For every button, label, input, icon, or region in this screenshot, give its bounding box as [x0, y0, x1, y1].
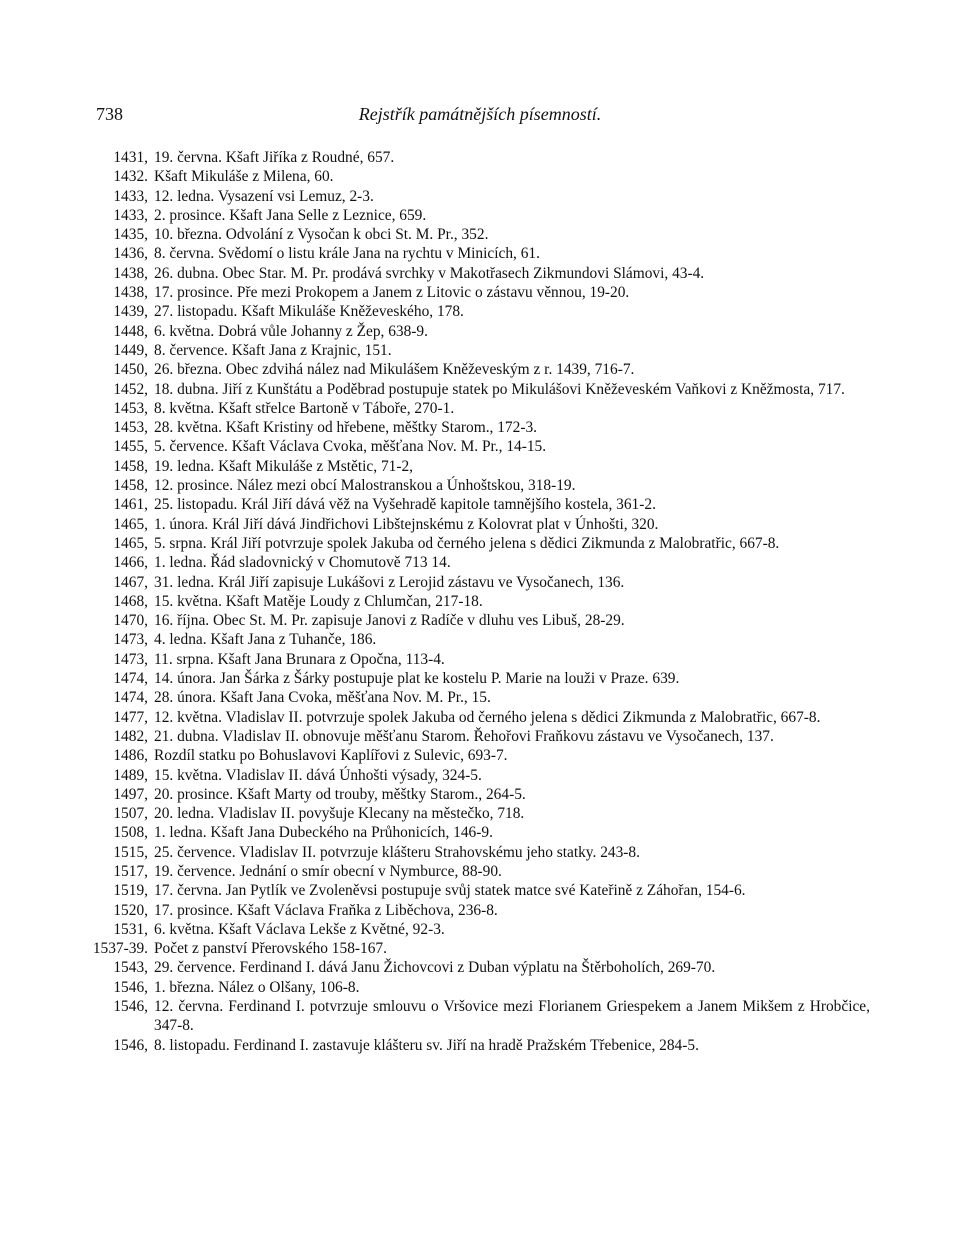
- entry-date: 1452,: [113, 380, 148, 398]
- entry-date: 1467,: [113, 573, 148, 591]
- register-entry: [90, 881, 870, 900]
- entry-text: 2. prosince. Kšaft Jana Selle z Leznice, 659.: [154, 206, 427, 224]
- register-entry: [90, 997, 870, 1036]
- register-entry: [90, 1036, 870, 1055]
- register-entry: [90, 264, 870, 283]
- register-entries: [90, 148, 870, 1055]
- entry-text: 15. května. Kšaft Matěje Loudy z Chlumčan, 217-18.: [154, 592, 483, 610]
- register-entry: [90, 669, 870, 688]
- register-entry: [90, 708, 870, 727]
- entry-text: 20. prosince. Kšaft Marty od trouby, měštky Starom., 264-5.: [154, 785, 526, 803]
- entry-text: 11. srpna. Kšaft Jana Brunara z Opočna, 113-4.: [154, 650, 445, 668]
- entry-date: 1438,: [113, 284, 148, 302]
- entry-date: 1508,: [113, 824, 148, 842]
- register-entry: [90, 341, 870, 360]
- entry-text: 26. března. Obec zdvihá nález nad Mikulášem Kněževeským z r. 1439, 716-7.: [154, 361, 635, 379]
- entry-text: 25. července. Vladislav II. potvrzuje klášteru Strahovskému jeho statky. 243-8.: [154, 843, 640, 861]
- entry-text: Rozdíl statku po Bohuslavovi Kaplířovi z Sulevic, 693-7.: [154, 747, 508, 765]
- entry-text: Počet z panství Přerovského 158-167.: [154, 940, 387, 958]
- entry-text: 17. června. Jan Pytlík ve Zvoleněvsi postupuje svůj statek matce své Kateřině z Záhořan, 154-6.: [154, 882, 746, 900]
- entry-text: Kšaft Mikuláše z Milena, 60.: [154, 168, 334, 186]
- entry-text: 28. února. Kšaft Jana Cvoka, měšťana Nov. M. Pr., 15.: [154, 689, 491, 707]
- register-entry: [90, 360, 870, 379]
- entry-date: 1432.: [113, 168, 148, 186]
- entry-text: 21. dubna. Vladislav II. obnovuje měšťanu Starom. Řehořovi Fraňkovu zástavu ve Vysočanech, 137.: [154, 727, 774, 745]
- entry-date: 1546,: [113, 1036, 148, 1054]
- register-entry: [90, 958, 870, 977]
- entry-text: 1. ledna. Řád sladovnický v Chomutově 713 14.: [154, 554, 451, 572]
- entry-date: 1520,: [113, 901, 148, 919]
- entry-date: 1431,: [113, 149, 148, 166]
- entry-text: 8. listopadu. Ferdinand I. zastavuje klášteru sv. Jiří na hradě Pražském Třebenice, 284-5.: [154, 1036, 699, 1054]
- entry-date: 1439,: [113, 303, 148, 321]
- entry-text: 5. července. Kšaft Václava Cvoka, měšťana Nov. M. Pr., 14-15.: [154, 438, 547, 456]
- entry-date: 1473,: [113, 631, 148, 649]
- entry-text: 6. května. Dobrá vůle Johanny z Žep, 638-9.: [154, 322, 428, 340]
- entry-date: 1531,: [113, 920, 148, 938]
- register-entry: [90, 302, 870, 321]
- entry-date: 1473,: [113, 650, 148, 668]
- entry-date: 1433,: [113, 187, 148, 205]
- entry-date: 1546,: [113, 998, 148, 1016]
- entry-date: 1450,: [113, 361, 148, 379]
- entry-text: 28. května. Kšaft Kristiny od hřebene, měštky Starom., 172-3.: [154, 419, 537, 437]
- entry-text: 6. května. Kšaft Václava Lekše z Květné, 92-3.: [154, 920, 445, 938]
- entry-date: 1458,: [113, 477, 148, 495]
- entry-date: 1449,: [113, 341, 148, 359]
- register-entry: [90, 630, 870, 649]
- register-entry: [90, 766, 870, 785]
- entry-text: 19. ledna. Kšaft Mikuláše z Mstětic, 71-2,: [154, 457, 414, 475]
- register-entry: [90, 495, 870, 514]
- entry-date: 1465,: [113, 515, 148, 533]
- register-entry: [90, 167, 870, 186]
- entry-text: 12. května. Vladislav II. potvrzuje spolek Jakuba od černého jelena s dědici Zikmunda z Malobratřic, 667-8.: [154, 708, 821, 726]
- entry-date: 1461,: [113, 496, 148, 514]
- entry-text: 4. ledna. Kšaft Jana z Tuhanče, 186.: [154, 631, 377, 649]
- register-entry: [90, 244, 870, 263]
- entry-date: 1433,: [113, 206, 148, 224]
- entry-text: 16. října. Obec St. M. Pr. zapisuje Janovi z Radíče v dluhu ves Libuš, 28-29.: [154, 612, 625, 630]
- entry-date: 1448,: [113, 322, 148, 340]
- entry-date: 1519,: [113, 882, 148, 900]
- entry-text: 1. ledna. Kšaft Jana Dubeckého na Průhonicích, 146-9.: [154, 824, 493, 842]
- register-entry: [90, 457, 870, 476]
- entry-date: 1515,: [113, 843, 148, 861]
- entry-date: 1537-39.: [92, 940, 148, 958]
- entry-date: 1435,: [113, 226, 148, 244]
- entry-date: 1474,: [113, 670, 148, 688]
- entry-text: 12. prosince. Nález mezi obcí Malostranskou a Únhoštskou, 318-19.: [154, 477, 576, 495]
- register-entry: [90, 823, 870, 842]
- running-title: Rejstřík památnějších písemností.: [358, 104, 602, 124]
- entry-date: 1466,: [113, 554, 148, 572]
- entry-date: 1458,: [113, 457, 148, 475]
- page-header: [96, 104, 864, 128]
- entry-text: 15. května. Vladislav II. dává Únhošti výsady, 324-5.: [154, 766, 482, 784]
- register-entry: [90, 843, 870, 862]
- register-entry: [90, 978, 870, 997]
- entry-date: 1543,: [113, 959, 148, 977]
- entry-text: 25. listopadu. Král Jiří dává věž na Vyšehradě kapitole tamnějšího kostela, 361-2.: [154, 496, 656, 514]
- register-entry: [90, 322, 870, 341]
- register-entry: [90, 727, 870, 746]
- entry-text: 12. ledna. Vysazení vsi Lemuz, 2-3.: [154, 187, 374, 205]
- entry-text: 8. června. Svědomí o listu krále Jana na rychtu v Minicích, 61.: [154, 245, 540, 263]
- entry-text: 29. července. Ferdinand I. dává Janu Žichovcovi z Duban výplatu na Štěrboholích, 269-70.: [154, 959, 716, 977]
- entry-date: 1477,: [113, 708, 148, 726]
- register-entry: [90, 804, 870, 823]
- entry-date: 1453,: [113, 419, 148, 437]
- entry-text: 26. dubna. Obec Star. M. Pr. prodává svrchky v Makotřasech Zikmundovi Slámovi, 43-4.: [154, 264, 705, 282]
- entry-date: 1507,: [113, 805, 148, 823]
- entry-text: 8. července. Kšaft Jana z Krajnic, 151.: [154, 341, 392, 359]
- entry-text: 19. července. Jednání o smír obecní v Nymburce, 88-90.: [154, 862, 502, 880]
- entry-text: 8. května. Kšaft střelce Bartoně v Táboře, 270-1.: [154, 399, 455, 417]
- entry-text: 31. ledna. Král Jiří zapisuje Lukášovi z Lerojid zástavu ve Vysočanech, 136.: [154, 573, 625, 591]
- entry-text: 5. srpna. Král Jiří potvrzuje spolek Jakuba od černého jelena s dědici Zikmunda z Malobratřic, 667-8.: [154, 534, 780, 552]
- register-entry: [90, 862, 870, 881]
- register-entry: [90, 225, 870, 244]
- entry-text: 18. dubna. Jiří z Kunštátu a Poděbrad postupuje statek po Mikulášovi Kněževeském Vaňkovi z Kněžmosta, 717.: [154, 380, 845, 398]
- register-entry: [90, 573, 870, 592]
- register-entry: [90, 148, 870, 167]
- page-number: 738: [96, 104, 123, 124]
- entry-date: 1470,: [113, 612, 148, 630]
- register-entry: [90, 650, 870, 669]
- register-entry: [90, 746, 870, 765]
- entry-text: 19. června. Kšaft Jiříka z Roudné, 657.: [154, 149, 395, 166]
- entry-date: 1489,: [113, 766, 148, 784]
- register-entry: [90, 418, 870, 437]
- entry-text: 20. ledna. Vladislav II. povyšuje Klecany na městečko, 718.: [154, 805, 525, 823]
- register-entry: [90, 592, 870, 611]
- register-entry: [90, 399, 870, 418]
- register-entry: [90, 476, 870, 495]
- entry-text: 1. března. Nález o Olšany, 106-8.: [154, 978, 360, 996]
- entry-text: 17. prosince. Pře mezi Prokopem a Janem z Litovic o zástavu věnnou, 19-20.: [154, 284, 630, 302]
- entry-date: 1497,: [113, 785, 148, 803]
- register-entry: [90, 553, 870, 572]
- entry-text: 1. února. Král Jiří dává Jindřichovi Libštejnskému z Kolovrat plat v Únhošti, 320.: [154, 515, 659, 533]
- entry-text: 27. listopadu. Kšaft Mikuláše Kněževeského, 178.: [154, 303, 464, 321]
- entry-date: 1474,: [113, 689, 148, 707]
- register-entry: [90, 785, 870, 804]
- register-entry: [90, 939, 870, 958]
- register-entry: [90, 534, 870, 553]
- register-entry: [90, 920, 870, 939]
- entry-date: 1436,: [113, 245, 148, 263]
- register-entry: [90, 206, 870, 225]
- register-entry: [90, 380, 870, 399]
- register-entry: [90, 437, 870, 456]
- entry-date: 1546,: [113, 978, 148, 996]
- register-entry: [90, 611, 870, 630]
- entry-date: 1453,: [113, 399, 148, 417]
- entry-date: 1468,: [113, 592, 148, 610]
- entry-date: 1486,: [113, 747, 148, 765]
- entry-date: 1438,: [113, 264, 148, 282]
- register-entry: [90, 901, 870, 920]
- register-entry: [90, 688, 870, 707]
- entry-date: 1482,: [113, 727, 148, 745]
- register-entry: [90, 515, 870, 534]
- register-entry: [90, 283, 870, 302]
- entry-text: 14. února. Jan Šárka z Šárky postupuje plat ke kostelu P. Marie na louži v Praze. 639.: [154, 670, 680, 688]
- entry-text: 17. prosince. Kšaft Václava Fraňka z Liběchova, 236-8.: [154, 901, 498, 919]
- entry-text: 12. června. Ferdinand I. potvrzuje smlouvu o Vršovice mezi Florianem Griespekem a Janem Mikšem z Hrobčice, 347-8.: [154, 998, 870, 1035]
- entry-date: 1465,: [113, 534, 148, 552]
- entry-date: 1455,: [113, 438, 148, 456]
- entry-date: 1517,: [113, 862, 148, 880]
- register-entry: [90, 187, 870, 206]
- entry-text: 10. března. Odvolání z Vysočan k obci St. M. Pr., 352.: [154, 226, 489, 244]
